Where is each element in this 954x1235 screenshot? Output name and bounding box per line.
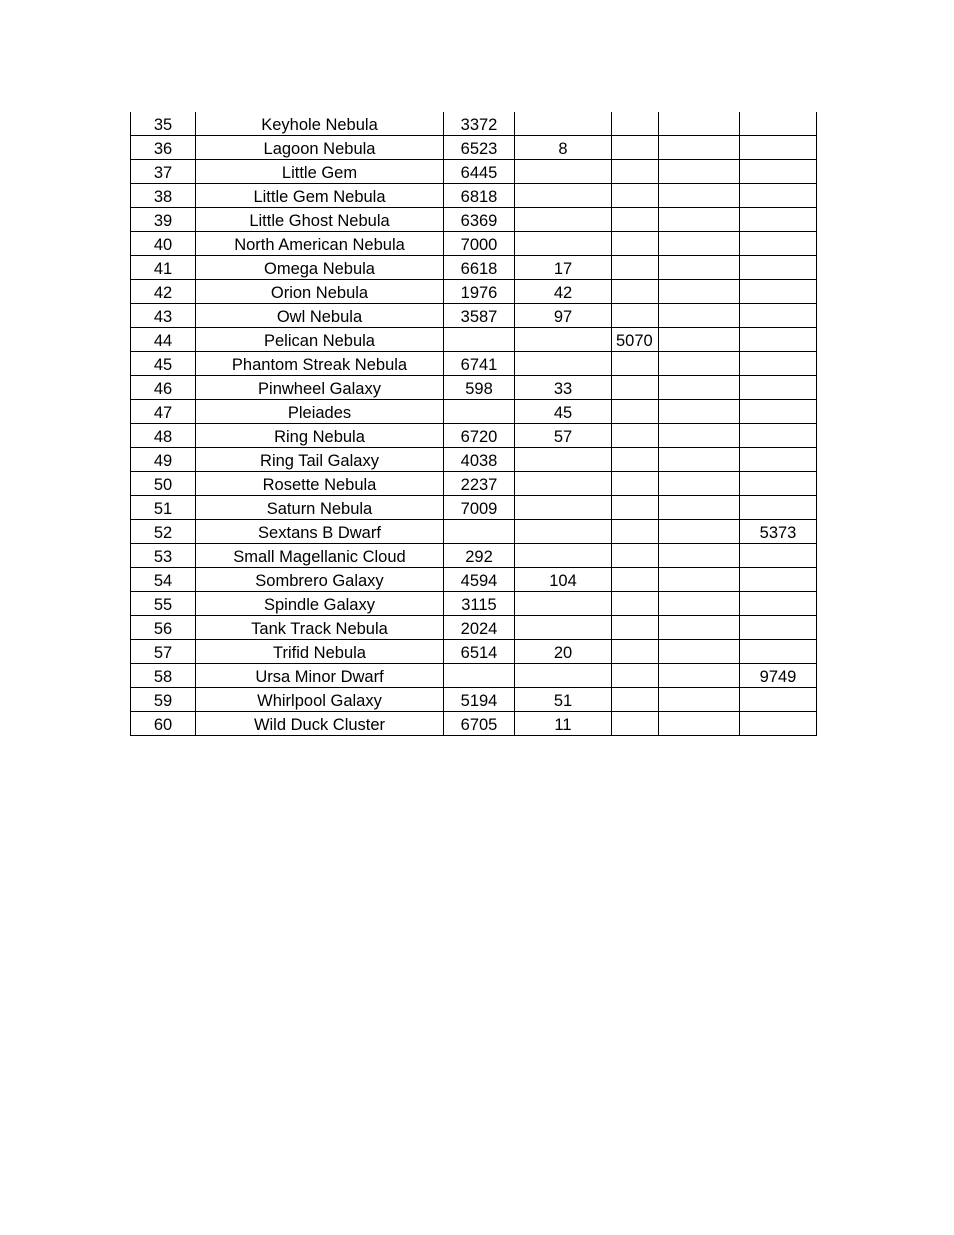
col-5-value-cell — [612, 304, 659, 328]
col-6-value-cell — [659, 448, 740, 472]
object-name-cell: Ring Nebula — [196, 424, 444, 448]
ngc-number-cell: 6618 — [444, 256, 515, 280]
table-row — [131, 208, 817, 232]
object-name-cell: Orion Nebula — [196, 280, 444, 304]
messier-number-cell: 17 — [515, 256, 612, 280]
col-7-value-cell — [740, 424, 817, 448]
ngc-number-cell: 2237 — [444, 472, 515, 496]
object-name-cell: Trifid Nebula — [196, 640, 444, 664]
object-name-cell: Little Gem — [196, 160, 444, 184]
object-name-cell: Lagoon Nebula — [196, 136, 444, 160]
col-5-value-cell — [612, 376, 659, 400]
object-name-cell: Pelican Nebula — [196, 328, 444, 352]
row-number-cell: 53 — [131, 544, 196, 568]
col-5-value-cell — [612, 544, 659, 568]
table-row — [131, 160, 817, 184]
col-6-value-cell — [659, 712, 740, 736]
col-5-value-cell — [612, 256, 659, 280]
col-5-value-cell — [612, 448, 659, 472]
row-number-cell: 56 — [131, 616, 196, 640]
table-row — [131, 256, 817, 280]
messier-number-cell: 42 — [515, 280, 612, 304]
col-7-value-cell — [740, 304, 817, 328]
col-6-value-cell — [659, 328, 740, 352]
col-6-value-cell — [659, 616, 740, 640]
col-7-value-cell — [740, 688, 817, 712]
messier-number-cell: 20 — [515, 640, 612, 664]
row-number-cell: 39 — [131, 208, 196, 232]
col-6-value-cell — [659, 424, 740, 448]
object-name-cell: Pinwheel Galaxy — [196, 376, 444, 400]
ngc-number-cell: 6818 — [444, 184, 515, 208]
row-number-cell: 52 — [131, 520, 196, 544]
row-number-cell: 42 — [131, 280, 196, 304]
col-6-value-cell — [659, 232, 740, 256]
ngc-number-cell — [444, 400, 515, 424]
row-number-cell: 48 — [131, 424, 196, 448]
ngc-number-cell: 6369 — [444, 208, 515, 232]
col-5-value-cell — [612, 184, 659, 208]
col-6-value-cell — [659, 544, 740, 568]
col-6-value-cell — [659, 256, 740, 280]
ngc-number-cell: 2024 — [444, 616, 515, 640]
col-7-value-cell — [740, 160, 817, 184]
object-name-cell: Pleiades — [196, 400, 444, 424]
table-row — [131, 400, 817, 424]
col-6-value-cell — [659, 280, 740, 304]
col-6-value-cell — [659, 376, 740, 400]
col-6-value-cell — [659, 136, 740, 160]
object-name-cell: Small Magellanic Cloud — [196, 544, 444, 568]
messier-number-cell — [515, 496, 612, 520]
ngc-number-cell: 3372 — [444, 112, 515, 136]
ngc-number-cell — [444, 664, 515, 688]
messier-number-cell — [515, 112, 612, 136]
object-name-cell: Whirlpool Galaxy — [196, 688, 444, 712]
col-6-value-cell — [659, 400, 740, 424]
ngc-number-cell: 4038 — [444, 448, 515, 472]
table-row — [131, 712, 817, 736]
table-row — [131, 304, 817, 328]
ngc-number-cell: 6445 — [444, 160, 515, 184]
col-5-value-cell — [612, 352, 659, 376]
object-name-cell: Ursa Minor Dwarf — [196, 664, 444, 688]
col-6-value-cell — [659, 664, 740, 688]
ngc-number-cell: 3587 — [444, 304, 515, 328]
object-name-cell: Sombrero Galaxy — [196, 568, 444, 592]
ngc-number-cell: 7009 — [444, 496, 515, 520]
ngc-number-cell: 4594 — [444, 568, 515, 592]
row-number-cell: 50 — [131, 472, 196, 496]
row-number-cell: 40 — [131, 232, 196, 256]
ngc-number-cell: 7000 — [444, 232, 515, 256]
col-7-value-cell — [740, 712, 817, 736]
messier-number-cell — [515, 208, 612, 232]
ngc-number-cell: 6741 — [444, 352, 515, 376]
ngc-number-cell: 6720 — [444, 424, 515, 448]
object-name-cell: Rosette Nebula — [196, 472, 444, 496]
col-6-value-cell — [659, 304, 740, 328]
col-7-value-cell — [740, 616, 817, 640]
col-6-value-cell — [659, 352, 740, 376]
messier-number-cell — [515, 232, 612, 256]
col-5-value-cell — [612, 136, 659, 160]
col-7-value-cell — [740, 448, 817, 472]
messier-number-cell: 97 — [515, 304, 612, 328]
col-5-value-cell — [612, 472, 659, 496]
col-6-value-cell — [659, 472, 740, 496]
object-name-cell: Wild Duck Cluster — [196, 712, 444, 736]
col-7-value-cell — [740, 592, 817, 616]
col-5-value-cell: 5070 — [612, 328, 659, 352]
col-5-value-cell — [612, 520, 659, 544]
messier-number-cell — [515, 160, 612, 184]
col-5-value-cell — [612, 592, 659, 616]
object-name-cell: Spindle Galaxy — [196, 592, 444, 616]
col-5-value-cell — [612, 664, 659, 688]
messier-number-cell: 45 — [515, 400, 612, 424]
table-row — [131, 112, 817, 136]
table-body — [131, 112, 817, 736]
col-7-value-cell — [740, 472, 817, 496]
col-6-value-cell — [659, 160, 740, 184]
ngc-number-cell: 1976 — [444, 280, 515, 304]
table-row — [131, 184, 817, 208]
messier-number-cell: 11 — [515, 712, 612, 736]
object-name-cell: Omega Nebula — [196, 256, 444, 280]
messier-number-cell — [515, 616, 612, 640]
ngc-number-cell: 292 — [444, 544, 515, 568]
object-name-cell: Keyhole Nebula — [196, 112, 444, 136]
col-5-value-cell — [612, 616, 659, 640]
messier-number-cell: 33 — [515, 376, 612, 400]
col-5-value-cell — [612, 400, 659, 424]
col-5-value-cell — [612, 232, 659, 256]
col-5-value-cell — [612, 280, 659, 304]
messier-number-cell — [515, 592, 612, 616]
col-5-value-cell — [612, 640, 659, 664]
col-7-value-cell — [740, 640, 817, 664]
table-row — [131, 376, 817, 400]
col-6-value-cell — [659, 688, 740, 712]
messier-number-cell: 104 — [515, 568, 612, 592]
table-row — [131, 664, 817, 688]
object-name-cell: Owl Nebula — [196, 304, 444, 328]
table-row — [131, 520, 817, 544]
messier-number-cell: 51 — [515, 688, 612, 712]
messier-number-cell — [515, 184, 612, 208]
col-6-value-cell — [659, 208, 740, 232]
col-5-value-cell — [612, 424, 659, 448]
object-name-cell: Ring Tail Galaxy — [196, 448, 444, 472]
table-row — [131, 688, 817, 712]
ngc-number-cell: 3115 — [444, 592, 515, 616]
col-7-value-cell — [740, 400, 817, 424]
col-6-value-cell — [659, 184, 740, 208]
col-6-value-cell — [659, 592, 740, 616]
object-name-cell: Little Gem Nebula — [196, 184, 444, 208]
col-5-value-cell — [612, 160, 659, 184]
table-row — [131, 448, 817, 472]
table-row — [131, 136, 817, 160]
row-number-cell: 49 — [131, 448, 196, 472]
table-row — [131, 472, 817, 496]
row-number-cell: 47 — [131, 400, 196, 424]
table-row — [131, 280, 817, 304]
data-table — [130, 112, 817, 736]
messier-number-cell — [515, 352, 612, 376]
messier-number-cell — [515, 472, 612, 496]
table-row — [131, 544, 817, 568]
messier-number-cell — [515, 448, 612, 472]
row-number-cell: 51 — [131, 496, 196, 520]
row-number-cell: 37 — [131, 160, 196, 184]
col-6-value-cell — [659, 520, 740, 544]
row-number-cell: 44 — [131, 328, 196, 352]
col-7-value-cell — [740, 256, 817, 280]
col-5-value-cell — [612, 688, 659, 712]
table-row — [131, 496, 817, 520]
table-row — [131, 232, 817, 256]
col-7-value-cell — [740, 184, 817, 208]
object-name-cell: Little Ghost Nebula — [196, 208, 444, 232]
col-7-value-cell: 9749 — [740, 664, 817, 688]
ngc-number-cell: 6705 — [444, 712, 515, 736]
row-number-cell: 59 — [131, 688, 196, 712]
table-row — [131, 568, 817, 592]
row-number-cell: 41 — [131, 256, 196, 280]
row-number-cell: 57 — [131, 640, 196, 664]
row-number-cell: 60 — [131, 712, 196, 736]
ngc-number-cell — [444, 328, 515, 352]
object-name-cell: Tank Track Nebula — [196, 616, 444, 640]
messier-number-cell — [515, 544, 612, 568]
row-number-cell: 58 — [131, 664, 196, 688]
col-5-value-cell — [612, 496, 659, 520]
ngc-number-cell: 6514 — [444, 640, 515, 664]
table-row — [131, 640, 817, 664]
object-name-cell: Saturn Nebula — [196, 496, 444, 520]
col-7-value-cell — [740, 376, 817, 400]
col-7-value-cell — [740, 232, 817, 256]
col-7-value-cell: 5373 — [740, 520, 817, 544]
row-number-cell: 36 — [131, 136, 196, 160]
messier-number-cell — [515, 328, 612, 352]
table-row — [131, 352, 817, 376]
col-6-value-cell — [659, 112, 740, 136]
object-name-cell: Sextans B Dwarf — [196, 520, 444, 544]
row-number-cell: 38 — [131, 184, 196, 208]
messier-number-cell — [515, 520, 612, 544]
messier-number-cell: 8 — [515, 136, 612, 160]
table-row — [131, 592, 817, 616]
col-7-value-cell — [740, 544, 817, 568]
col-6-value-cell — [659, 496, 740, 520]
col-6-value-cell — [659, 640, 740, 664]
ngc-number-cell: 598 — [444, 376, 515, 400]
col-5-value-cell — [612, 712, 659, 736]
row-number-cell: 43 — [131, 304, 196, 328]
object-name-cell: Phantom Streak Nebula — [196, 352, 444, 376]
col-7-value-cell — [740, 280, 817, 304]
col-5-value-cell — [612, 568, 659, 592]
col-7-value-cell — [740, 496, 817, 520]
col-5-value-cell — [612, 208, 659, 232]
col-7-value-cell — [740, 568, 817, 592]
col-7-value-cell — [740, 352, 817, 376]
row-number-cell: 54 — [131, 568, 196, 592]
col-5-value-cell — [612, 112, 659, 136]
messier-number-cell: 57 — [515, 424, 612, 448]
ngc-number-cell — [444, 520, 515, 544]
col-6-value-cell — [659, 568, 740, 592]
ngc-number-cell: 6523 — [444, 136, 515, 160]
col-7-value-cell — [740, 208, 817, 232]
object-name-cell: North American Nebula — [196, 232, 444, 256]
table-row — [131, 424, 817, 448]
table-row — [131, 616, 817, 640]
col-7-value-cell — [740, 328, 817, 352]
row-number-cell: 55 — [131, 592, 196, 616]
row-number-cell: 45 — [131, 352, 196, 376]
col-7-value-cell — [740, 112, 817, 136]
messier-number-cell — [515, 664, 612, 688]
col-7-value-cell — [740, 136, 817, 160]
ngc-number-cell: 5194 — [444, 688, 515, 712]
row-number-cell: 46 — [131, 376, 196, 400]
table-row — [131, 328, 817, 352]
row-number-cell: 35 — [131, 112, 196, 136]
